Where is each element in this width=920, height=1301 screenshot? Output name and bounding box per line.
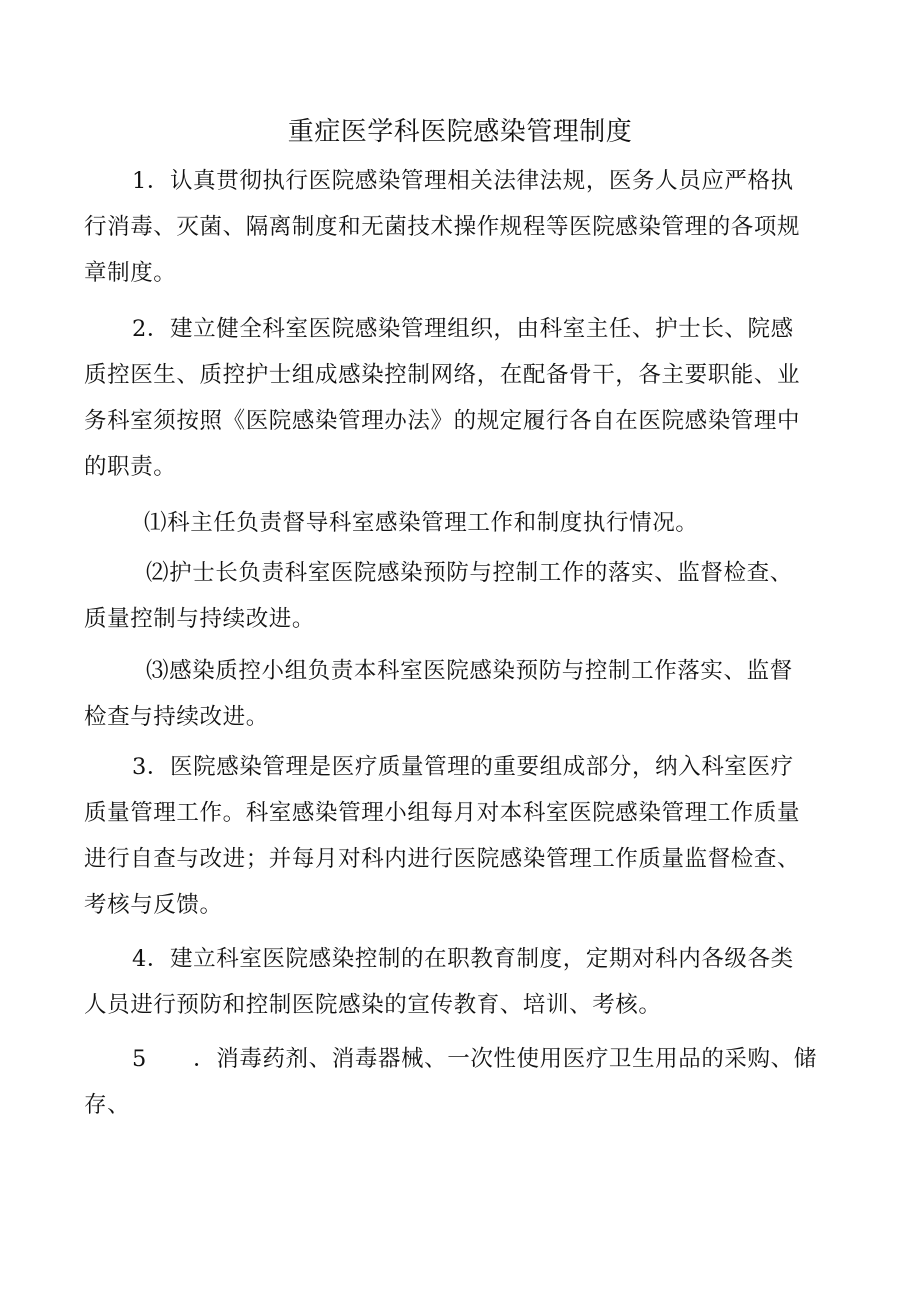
paragraph-line: ⑶感染质控小组负责本科室医院感染预防与控制工作落实、监督: [146, 658, 793, 684]
paragraph-line: 质量管理工作。科室感染管理小组每月对本科室医院感染管理工作质量: [84, 800, 801, 826]
paragraph-line: ⑴科主任负责督导科室感染管理工作和制度执行情况。: [144, 510, 699, 536]
paragraph-line: 存、: [84, 1092, 131, 1118]
paragraph-line: 5 ．消毒药剂、消毒器械、一次性使用医疗卫生用品的采购、储: [132, 1046, 817, 1072]
document-title: 重症医学科医院感染管理制度: [287, 117, 633, 147]
paragraph-line: ⑵护士长负责科室医院感染预防与控制工作的落实、监督检查、: [146, 560, 793, 586]
paragraph-line: 4．建立科室医院感染控制的在职教育制度，定期对科内各级各类: [132, 946, 794, 972]
paragraph-3: [84, 744, 844, 928]
paragraph-line: 人员进行预防和控制医院感染的宣传教育、培训、考核。: [84, 992, 662, 1018]
paragraph-line: 3．医院感染管理是医疗质量管理的重要组成部分，纳入科室医疗: [132, 754, 794, 780]
paragraph-line: 进行自查与改进；并每月对科内进行医院感染管理工作质量监督检查、: [84, 846, 801, 872]
sub-item-3: [84, 648, 844, 740]
paragraph-4: [84, 936, 844, 1028]
paragraph-line: 的职责。: [84, 454, 177, 480]
sub-item-2: [84, 550, 844, 642]
sub-item-1: [84, 500, 844, 546]
paragraph-line: 章制度。: [84, 260, 177, 286]
paragraph-line: 1．认真贯彻执行医院感染管理相关法律法规，医务人员应严格执: [132, 168, 794, 194]
paragraph-line: 务科室须按照《医院感染管理办法》的规定履行各自在医院感染管理中: [84, 408, 801, 434]
paragraph-2: [84, 306, 844, 490]
paragraph-line: 检查与持续改进。: [84, 704, 269, 730]
paragraph-1: [84, 158, 844, 296]
paragraph-line: 质控医生、质控护士组成感染控制网络，在配备骨干，各主要职能、业: [84, 362, 801, 388]
paragraph-line: 考核与反馈。: [84, 892, 223, 918]
paragraph-line: 2．建立健全科室医院感染管理组织，由科室主任、护士长、院感: [132, 316, 794, 342]
paragraph-5: [84, 1036, 844, 1128]
paragraph-line: 行消毒、灭菌、隔离制度和无菌技术操作规程等医院感染管理的各项规: [84, 214, 801, 240]
paragraph-line: 质量控制与持续改进。: [84, 606, 316, 632]
